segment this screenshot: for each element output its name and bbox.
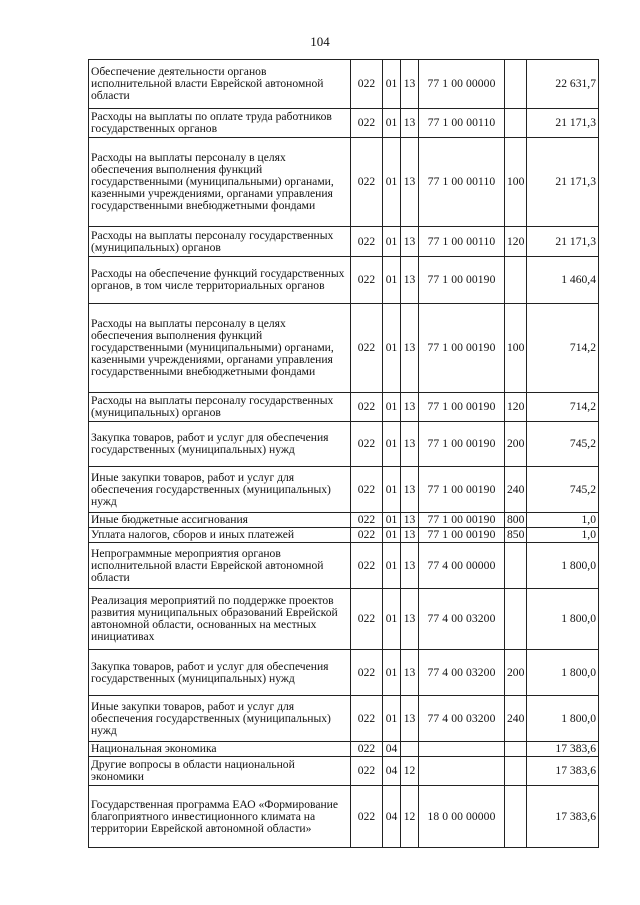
row-pr: 13 [401, 543, 419, 589]
table-row [89, 543, 599, 589]
row-name: Закупка товаров, работ и услуг для обеспечения государственных (муниципальных) нужд [89, 650, 351, 696]
table-row [89, 589, 599, 650]
budget-table [88, 59, 599, 848]
row-csr: 77 1 00 00190 [419, 467, 505, 513]
row-gr: 022 [351, 422, 383, 467]
row-gr: 022 [351, 757, 383, 786]
row-csr: 77 1 00 00190 [419, 528, 505, 543]
row-amount: 21 171,3 [527, 227, 599, 257]
row-csr: 77 1 00 00110 [419, 138, 505, 227]
row-rz: 01 [383, 650, 401, 696]
row-rz: 01 [383, 422, 401, 467]
row-amount: 1 800,0 [527, 543, 599, 589]
table-row [89, 528, 599, 543]
row-pr: 13 [401, 393, 419, 422]
row-name: Закупка товаров, работ и услуг для обеспечения государственных (муниципальных) нужд [89, 422, 351, 467]
row-rz: 01 [383, 304, 401, 393]
row-csr: 77 1 00 00190 [419, 393, 505, 422]
table-row [89, 304, 599, 393]
row-vr: 200 [505, 650, 527, 696]
table-row [89, 786, 599, 848]
row-vr [505, 757, 527, 786]
row-name: Расходы на выплаты персоналу государственных (муниципальных) органов [89, 393, 351, 422]
row-pr: 13 [401, 60, 419, 109]
row-csr [419, 742, 505, 757]
row-vr [505, 543, 527, 589]
table-row [89, 138, 599, 227]
row-vr: 200 [505, 422, 527, 467]
row-vr [505, 109, 527, 138]
row-amount: 17 383,6 [527, 786, 599, 848]
row-vr [505, 257, 527, 304]
row-csr: 77 4 00 03200 [419, 696, 505, 742]
table-row [89, 650, 599, 696]
row-gr: 022 [351, 304, 383, 393]
row-amount: 17 383,6 [527, 757, 599, 786]
row-name: Другие вопросы в области национальной экономики [89, 757, 351, 786]
row-vr: 100 [505, 304, 527, 393]
row-gr: 022 [351, 786, 383, 848]
table-row [89, 757, 599, 786]
row-vr: 120 [505, 227, 527, 257]
row-name: Расходы на выплаты персоналу государственных (муниципальных) органов [89, 227, 351, 257]
row-name: Обеспечение деятельности органов исполнительной власти Еврейской автономной области [89, 60, 351, 109]
row-csr: 77 1 00 00000 [419, 60, 505, 109]
row-gr: 022 [351, 60, 383, 109]
row-gr: 022 [351, 138, 383, 227]
row-pr: 12 [401, 786, 419, 848]
row-rz: 01 [383, 696, 401, 742]
row-pr: 13 [401, 422, 419, 467]
row-amount: 22 631,7 [527, 60, 599, 109]
row-name: Иные закупки товаров, работ и услуг для обеспечения государственных (муниципальных) нужд [89, 696, 351, 742]
row-pr: 13 [401, 109, 419, 138]
row-amount: 745,2 [527, 422, 599, 467]
row-amount: 1 800,0 [527, 696, 599, 742]
row-rz: 01 [383, 227, 401, 257]
row-rz: 01 [383, 138, 401, 227]
row-gr: 022 [351, 227, 383, 257]
row-pr: 12 [401, 757, 419, 786]
row-vr: 240 [505, 467, 527, 513]
row-rz: 01 [383, 393, 401, 422]
row-gr: 022 [351, 109, 383, 138]
table-row [89, 696, 599, 742]
row-vr [505, 786, 527, 848]
row-amount: 21 171,3 [527, 109, 599, 138]
table-row [89, 422, 599, 467]
row-name: Расходы на обеспечение функций государственных органов, в том числе территориальных органов [89, 257, 351, 304]
row-gr: 022 [351, 742, 383, 757]
row-csr: 77 1 00 00190 [419, 422, 505, 467]
row-rz: 01 [383, 109, 401, 138]
row-gr: 022 [351, 589, 383, 650]
row-gr: 022 [351, 543, 383, 589]
row-pr: 13 [401, 227, 419, 257]
table-row [89, 109, 599, 138]
row-gr: 022 [351, 650, 383, 696]
row-rz: 01 [383, 257, 401, 304]
row-pr: 13 [401, 257, 419, 304]
row-gr: 022 [351, 257, 383, 304]
row-amount: 21 171,3 [527, 138, 599, 227]
row-amount: 745,2 [527, 467, 599, 513]
table-row [89, 513, 599, 528]
row-rz: 01 [383, 528, 401, 543]
row-amount: 1 800,0 [527, 589, 599, 650]
row-gr: 022 [351, 393, 383, 422]
row-pr: 13 [401, 513, 419, 528]
row-gr: 022 [351, 513, 383, 528]
table-row [89, 60, 599, 109]
row-vr [505, 60, 527, 109]
row-vr: 120 [505, 393, 527, 422]
row-name: Расходы на выплаты по оплате труда работников государственных органов [89, 109, 351, 138]
row-rz: 04 [383, 786, 401, 848]
row-csr: 77 1 00 00190 [419, 513, 505, 528]
row-vr [505, 589, 527, 650]
row-vr: 240 [505, 696, 527, 742]
row-pr [401, 742, 419, 757]
row-pr: 13 [401, 467, 419, 513]
row-pr: 13 [401, 528, 419, 543]
row-name: Иные бюджетные ассигнования [89, 513, 351, 528]
page-number: 104 [310, 34, 330, 49]
row-amount: 1,0 [527, 513, 599, 528]
row-pr: 13 [401, 589, 419, 650]
row-csr: 77 4 00 03200 [419, 650, 505, 696]
row-pr: 13 [401, 304, 419, 393]
row-pr: 13 [401, 650, 419, 696]
row-amount: 1,0 [527, 528, 599, 543]
row-gr: 022 [351, 528, 383, 543]
row-pr: 13 [401, 138, 419, 227]
row-pr: 13 [401, 696, 419, 742]
table-row [89, 742, 599, 757]
row-vr: 100 [505, 138, 527, 227]
table-row [89, 467, 599, 513]
row-gr: 022 [351, 696, 383, 742]
row-rz: 01 [383, 467, 401, 513]
row-gr: 022 [351, 467, 383, 513]
row-csr: 77 1 00 00190 [419, 304, 505, 393]
row-name: Расходы на выплаты персоналу в целях обеспечения выполнения функций государственными (муниципальными) органами, казенными учреждениями, органами управления государственными внебюджетными фондами [89, 304, 351, 393]
row-name: Непрограммные мероприятия органов исполнительной власти Еврейской автономной области [89, 543, 351, 589]
row-csr: 77 1 00 00110 [419, 109, 505, 138]
row-rz: 01 [383, 513, 401, 528]
row-rz: 04 [383, 757, 401, 786]
row-name: Государственная программа ЕАО «Формирование благоприятного инвестиционного климата на территории Еврейской автономной области» [89, 786, 351, 848]
row-name: Уплата налогов, сборов и иных платежей [89, 528, 351, 543]
row-csr: 77 1 00 00190 [419, 257, 505, 304]
row-amount: 714,2 [527, 393, 599, 422]
row-rz: 01 [383, 589, 401, 650]
table-row [89, 393, 599, 422]
row-csr: 77 4 00 03200 [419, 589, 505, 650]
row-name: Расходы на выплаты персоналу в целях обеспечения выполнения функций государственными (муниципальными) органами, казенными учреждениями, органами управления государственными внебюджетными фондами [89, 138, 351, 227]
row-amount: 714,2 [527, 304, 599, 393]
row-name: Иные закупки товаров, работ и услуг для обеспечения государственных (муниципальных) нужд [89, 467, 351, 513]
table-row [89, 227, 599, 257]
row-amount: 17 383,6 [527, 742, 599, 757]
row-rz: 01 [383, 60, 401, 109]
row-csr: 77 4 00 00000 [419, 543, 505, 589]
row-rz: 01 [383, 543, 401, 589]
row-vr [505, 742, 527, 757]
row-csr: 77 1 00 00110 [419, 227, 505, 257]
row-csr: 18 0 00 00000 [419, 786, 505, 848]
table-row [89, 257, 599, 304]
row-rz: 04 [383, 742, 401, 757]
row-name: Реализация мероприятий по поддержке проектов развития муниципальных образований Еврейской автономной области, основанных на местных инициативах [89, 589, 351, 650]
row-vr: 850 [505, 528, 527, 543]
row-amount: 1 800,0 [527, 650, 599, 696]
row-name: Национальная экономика [89, 742, 351, 757]
row-vr: 800 [505, 513, 527, 528]
row-amount: 1 460,4 [527, 257, 599, 304]
row-csr [419, 757, 505, 786]
